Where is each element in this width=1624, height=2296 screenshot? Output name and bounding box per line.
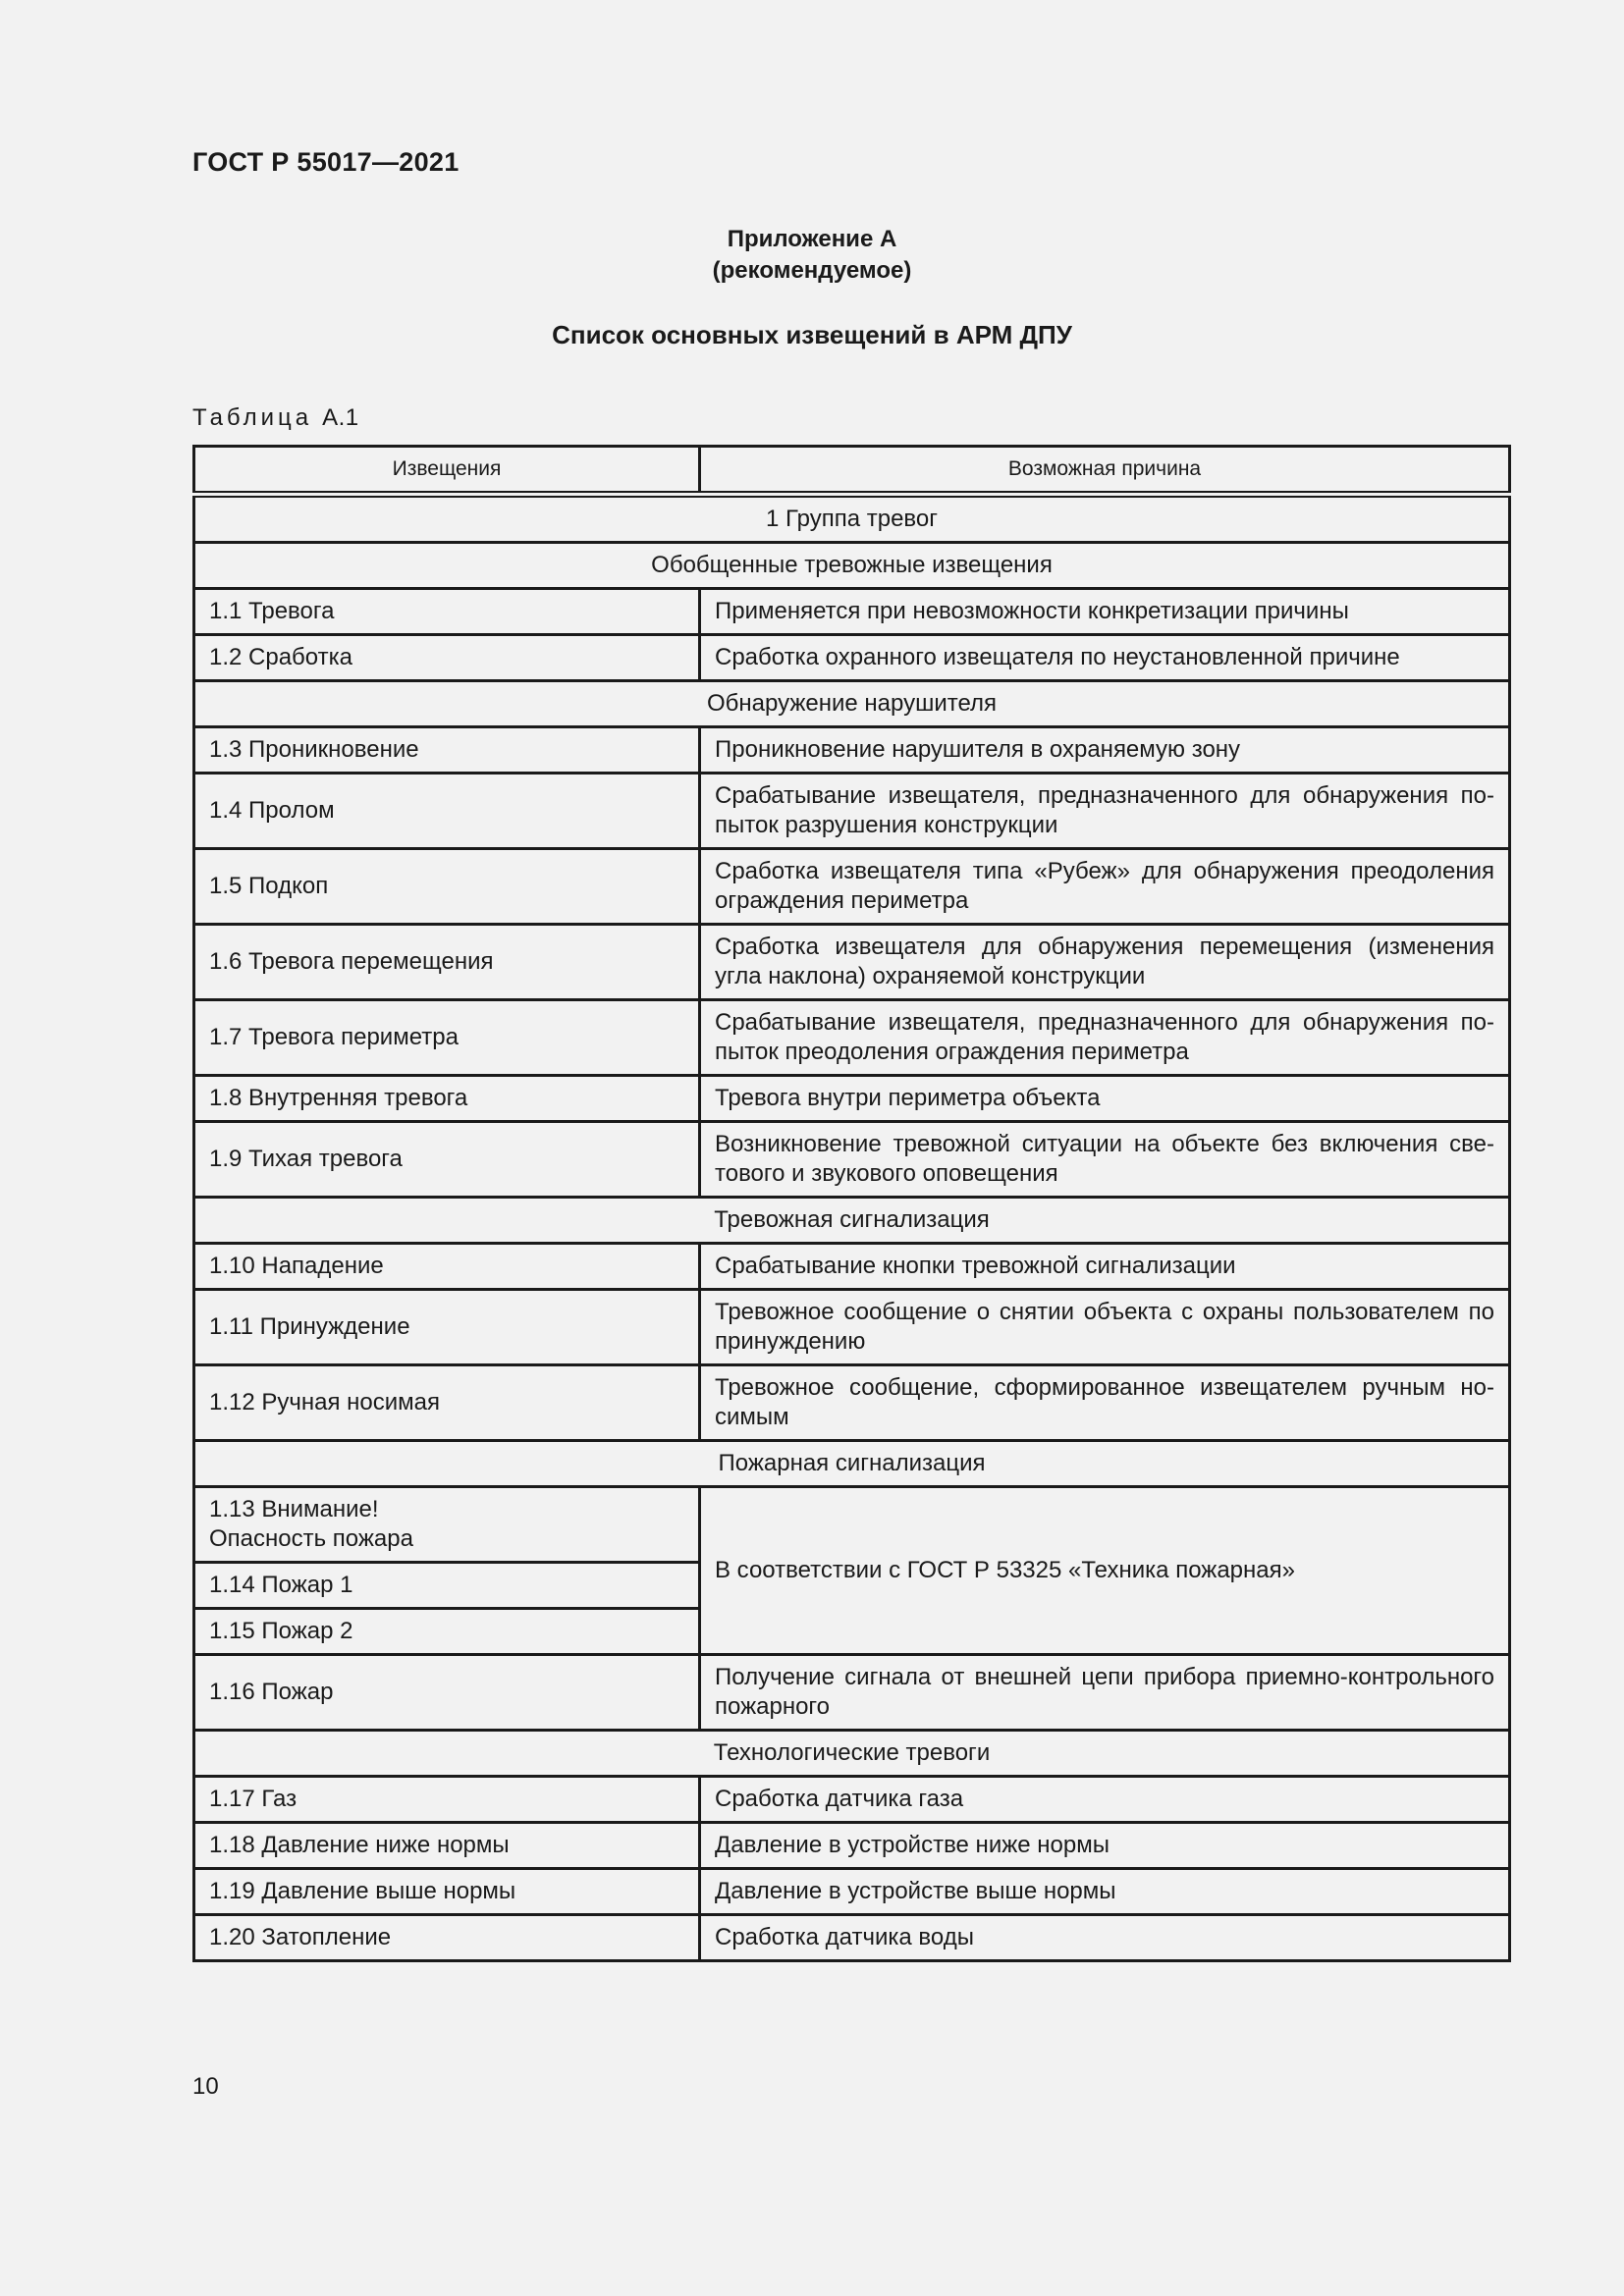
section-title: Пожарная сигнализация (194, 1441, 1510, 1487)
table-caption-number: А.1 (322, 404, 359, 431)
notice-cell: 1.17 Газ (194, 1777, 700, 1823)
table-row (194, 1777, 1510, 1823)
table-caption-word: Таблица (192, 404, 313, 431)
section-title: Обобщенные тревожные извещения (194, 543, 1510, 589)
section-title: Тревожная сигнализация (194, 1198, 1510, 1244)
notice-cell: 1.14 Пожар 1 (194, 1563, 700, 1609)
notice-cell: 1.16 Пожар (194, 1655, 700, 1731)
table-header-row (194, 447, 1510, 495)
cause-cell: Срабатывание кнопки тревожной сигнализации (700, 1244, 1510, 1290)
appendix-title: Приложение А (727, 226, 897, 252)
table-row (194, 1290, 1510, 1365)
table-row (194, 1244, 1510, 1290)
notice-cell: 1.10 Нападение (194, 1244, 700, 1290)
cause-cell: Применяется при невозможности конкретизации причины (700, 589, 1510, 635)
notice-cell: 1.20 Затопление (194, 1915, 700, 1961)
cause-cell: Тревога внутри периметра объекта (700, 1076, 1510, 1122)
section-row (194, 543, 1510, 589)
cause-cell: Сработка извещателя для обнаружения перемещения (изменения угла наклона) охраняемой конструкции (700, 925, 1510, 1000)
section-row (194, 681, 1510, 727)
table-row (194, 925, 1510, 1000)
notice-cell: 1.7 Тревога периметра (194, 1000, 700, 1076)
section-row (194, 1731, 1510, 1777)
cause-cell: Сработка датчика воды (700, 1915, 1510, 1961)
merged-cause-cell: В соответствии с ГОСТ Р 53325 «Техника пожарная» (700, 1487, 1510, 1655)
section-row (194, 1441, 1510, 1487)
cause-cell: Сработка датчика газа (700, 1777, 1510, 1823)
column-header-notices: Извещения (194, 447, 700, 495)
table-row (194, 1000, 1510, 1076)
table-row (194, 1655, 1510, 1731)
cause-cell: Давление в устройстве выше нормы (700, 1869, 1510, 1915)
page-number: 10 (192, 2073, 219, 2100)
table-row (194, 774, 1510, 849)
section-title: Обнаружение нарушителя (194, 681, 1510, 727)
table-row (194, 1076, 1510, 1122)
notice-cell: 1.3 Проникновение (194, 727, 700, 774)
table-caption (192, 404, 359, 432)
table-row (194, 727, 1510, 774)
table-row (194, 589, 1510, 635)
table-row (194, 1869, 1510, 1915)
notice-cell: 1.15 Пожар 2 (194, 1609, 700, 1655)
notice-cell: 1.11 Принуждение (194, 1290, 700, 1365)
document-code: ГОСТ Р 55017—2021 (192, 147, 460, 177)
notice-cell: 1.8 Внутренняя тревога (194, 1076, 700, 1122)
cause-cell: Тревожное сообщение, сформированное извещателем ручным носимым (700, 1365, 1510, 1441)
notice-cell: 1.1 Тревога (194, 589, 700, 635)
notice-cell: 1.9 Тихая тревога (194, 1122, 700, 1198)
cause-cell: Проникновение нарушителя в охраняемую зону (700, 727, 1510, 774)
notice-cell: 1.19 Давление выше нормы (194, 1869, 700, 1915)
notice-cell: 1.4 Пролом (194, 774, 700, 849)
group-title: 1 Группа тревог (194, 495, 1510, 543)
cause-cell: Тревожное сообщение о снятии объекта с охраны пользователем по принуждению (700, 1290, 1510, 1365)
notice-cell: 1.12 Ручная носимая (194, 1365, 700, 1441)
notices-table (192, 445, 1511, 1962)
section-row (194, 1198, 1510, 1244)
table-row (194, 1487, 1510, 1563)
table-row (194, 1915, 1510, 1961)
list-title: Список основных извещений в АРМ ДПУ (552, 320, 1072, 349)
group-row (194, 495, 1510, 543)
cause-cell: Сработка извещателя типа «Рубеж» для обнаружения преодоления ограждения периметра (700, 849, 1510, 925)
section-title: Технологические тревоги (194, 1731, 1510, 1777)
table-row (194, 1365, 1510, 1441)
notice-line: 1.13 Внимание! (209, 1496, 379, 1522)
notice-line: Опасность пожара (209, 1525, 413, 1552)
column-header-cause: Возможная причина (700, 447, 1510, 495)
notice-cell: 1.2 Сработка (194, 635, 700, 681)
table-row (194, 1122, 1510, 1198)
table-row (194, 849, 1510, 925)
cause-cell: Возникновение тревожной ситуации на объекте без включения светового и звукового оповещения (700, 1122, 1510, 1198)
appendix-status: (рекомендуемое) (712, 257, 912, 284)
notice-cell (194, 1487, 700, 1563)
cause-cell: Срабатывание извещателя, предназначенного для обнаружения попыток разрушения конструкции (700, 774, 1510, 849)
table-row (194, 1823, 1510, 1869)
cause-cell: Давление в устройстве ниже нормы (700, 1823, 1510, 1869)
table-row (194, 635, 1510, 681)
notice-cell: 1.6 Тревога перемещения (194, 925, 700, 1000)
notice-cell: 1.5 Подкоп (194, 849, 700, 925)
cause-cell: Сработка охранного извещателя по неустановленной причине (700, 635, 1510, 681)
cause-cell: Получение сигнала от внешней цепи прибора приемно-контрольного пожарного (700, 1655, 1510, 1731)
cause-cell: Срабатывание извещателя, предназначенного для обнаружения попыток преодоления ограждения периметра (700, 1000, 1510, 1076)
notice-cell: 1.18 Давление ниже нормы (194, 1823, 700, 1869)
